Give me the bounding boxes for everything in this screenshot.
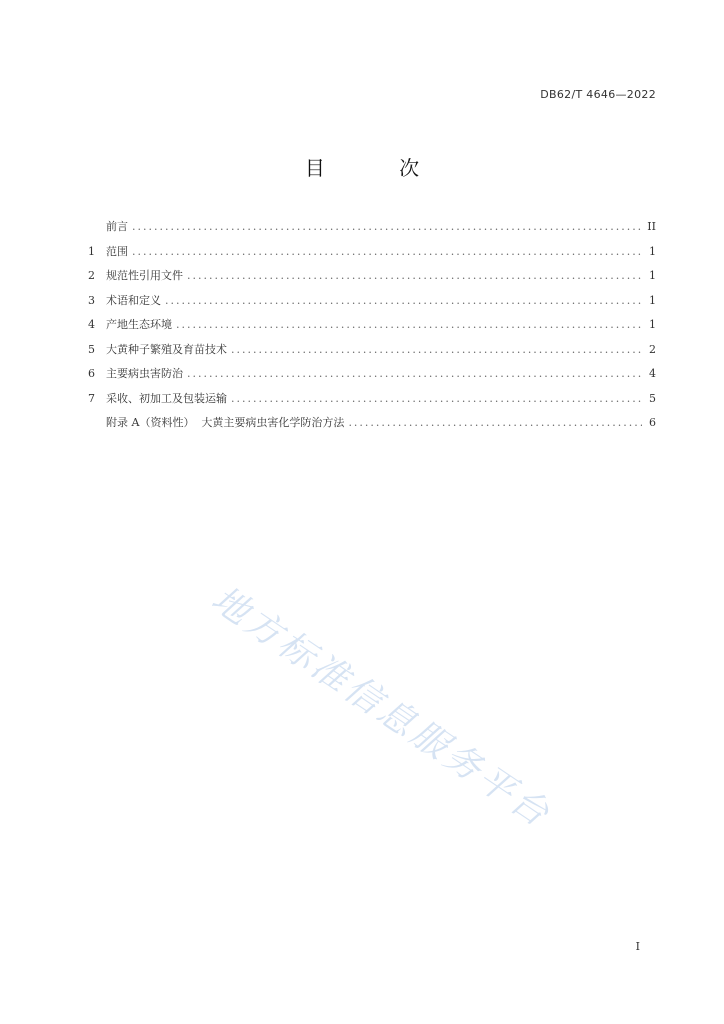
toc-entry-appendix-a[interactable] bbox=[88, 414, 656, 439]
toc-dot-leader bbox=[132, 245, 642, 258]
toc-entry-page: 1 bbox=[649, 269, 656, 282]
toc-entry-page: 1 bbox=[649, 244, 656, 258]
toc-dot-leader bbox=[231, 392, 642, 405]
toc-dot-leader bbox=[187, 269, 642, 282]
toc-entry-label: 附录 A（资料性） 大黄主要病虫害化学防治方法 bbox=[106, 416, 345, 429]
toc-entry-terms-definitions[interactable] bbox=[88, 292, 656, 317]
toc-dot-leader bbox=[132, 220, 642, 233]
toc-entry-ecological-environment[interactable] bbox=[88, 316, 656, 341]
toc-entry-pest-control[interactable] bbox=[88, 365, 656, 390]
toc-entry-number: 4 bbox=[88, 318, 95, 331]
toc-entry-number: 7 bbox=[88, 391, 95, 405]
page-title: 目 次 bbox=[304, 156, 454, 180]
toc-dot-leader bbox=[176, 318, 642, 331]
toc-entry-page: 1 bbox=[649, 318, 656, 331]
toc-entry-page: II bbox=[647, 220, 656, 233]
toc-entry-label: 主要病虫害防治 bbox=[106, 367, 183, 380]
toc-entry-number: 6 bbox=[88, 367, 95, 380]
toc-dot-leader bbox=[231, 343, 642, 356]
toc-dot-leader bbox=[348, 416, 642, 429]
toc-entry-page: 5 bbox=[649, 391, 656, 405]
page-number: I bbox=[635, 940, 640, 953]
watermark-text: 地方标准信息服务平台 bbox=[204, 578, 559, 837]
toc-entry-preface[interactable] bbox=[88, 218, 656, 243]
toc-entry-harvest-processing[interactable] bbox=[88, 390, 656, 415]
toc-entry-page: 6 bbox=[649, 416, 656, 429]
toc-entry-scope[interactable] bbox=[88, 243, 656, 268]
toc-dot-leader bbox=[187, 367, 642, 380]
toc-entry-number: 2 bbox=[88, 269, 95, 282]
toc-dot-leader bbox=[165, 294, 642, 307]
toc-entry-label: 前言 bbox=[106, 220, 128, 233]
toc-entry-normative-references[interactable] bbox=[88, 267, 656, 292]
document-number: DB62/T 4646—2022 bbox=[540, 88, 656, 101]
toc-entry-number: 5 bbox=[88, 342, 95, 356]
table-of-contents bbox=[88, 218, 656, 439]
toc-entry-label: 采收、初加工及包装运输 bbox=[106, 391, 227, 405]
toc-entry-number: 3 bbox=[88, 293, 95, 307]
toc-entry-number: 1 bbox=[88, 244, 95, 258]
toc-entry-label: 规范性引用文件 bbox=[106, 269, 183, 282]
toc-entry-page: 2 bbox=[649, 342, 656, 356]
toc-entry-label: 范围 bbox=[106, 244, 128, 258]
toc-entry-seed-breeding[interactable] bbox=[88, 341, 656, 366]
toc-entry-label: 产地生态环境 bbox=[106, 318, 172, 331]
toc-entry-page: 4 bbox=[649, 367, 656, 380]
toc-entry-page: 1 bbox=[649, 293, 656, 307]
toc-entry-label: 术语和定义 bbox=[106, 293, 161, 307]
toc-entry-label: 大黄种子繁殖及育苗技术 bbox=[106, 342, 227, 356]
